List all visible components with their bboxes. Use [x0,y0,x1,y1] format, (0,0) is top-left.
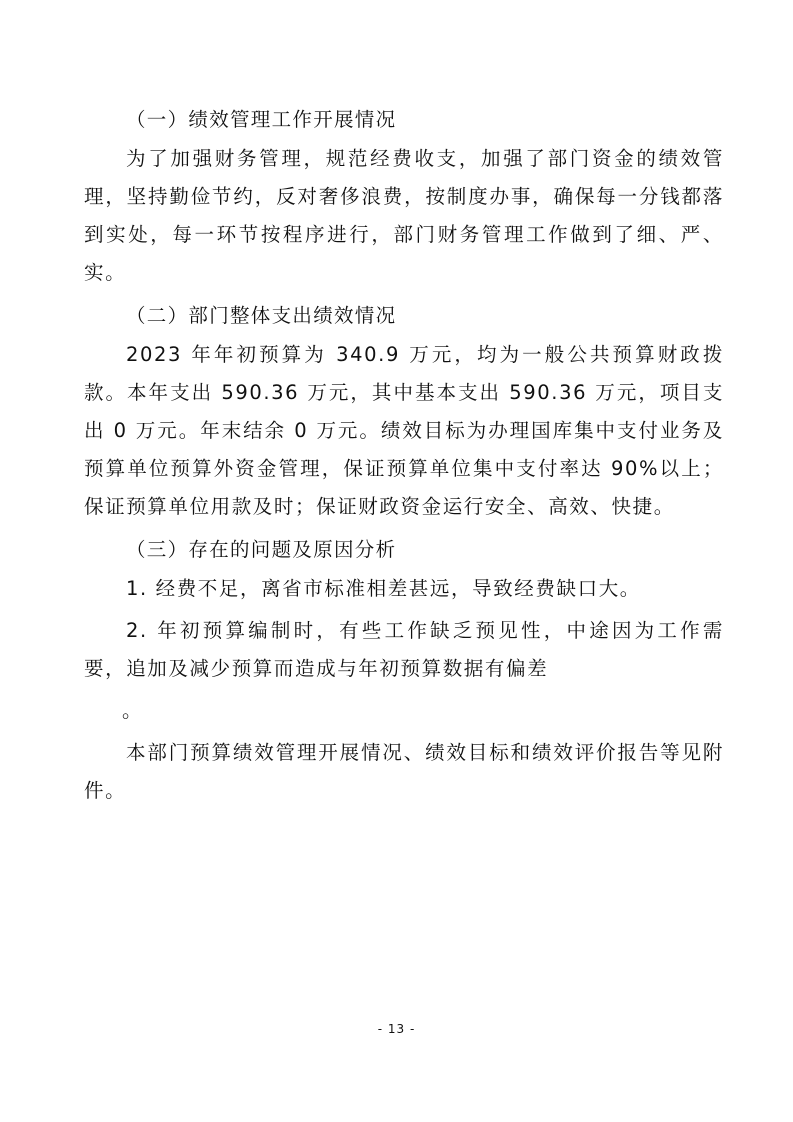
paragraph-budget-performance: 2023 年年初预算为 340.9 万元，均为一般公共预算财政拨款。本年支出 590.36 万元，其中基本支出 590.36 万元，项目支出 0 万元。年末结余 0 万元。绩效目标为办理国库集中支付业务及预算单位预算外资金管理，保证预算单位集中支付率达 90%以上；保证预算单位用款及时；保证财政资金运行安全、高效、快捷。 [84,343,724,518]
closing-paragraph: 本部门预算绩效管理开展情况、绩效目标和绩效评价报告等见附件。 [84,741,724,802]
paragraph-financial-management: 为了加强财务管理，规范经费收支，加强了部门资金的绩效管理，坚持勤俭节约，反对奢侈浪费，按制度办事，确保每一分钱都落到实处，每一环节按程序进行，部门财务管理工作做到了细、严、实。 [84,147,724,284]
section-heading-3: （三）存在的问题及原因分析 [126,538,397,561]
page-content [84,100,724,814]
problem-item-2: 2. 年初预算编制时，有些工作缺乏预见性，中途因为工作需要，追加及减少预算而造成与年初预算数据有偏差 [84,619,724,680]
section-heading-2: （二）部门整体支出绩效情况 [126,304,397,327]
stray-punctuation: 。 [122,699,142,722]
problem-item-1: 1. 经费不足，离省市标准相差甚远，导致经费缺口大。 [126,577,641,600]
page-number: - 13 - [377,1022,416,1036]
section-heading-1: （一）绩效管理工作开展情况 [126,108,397,131]
